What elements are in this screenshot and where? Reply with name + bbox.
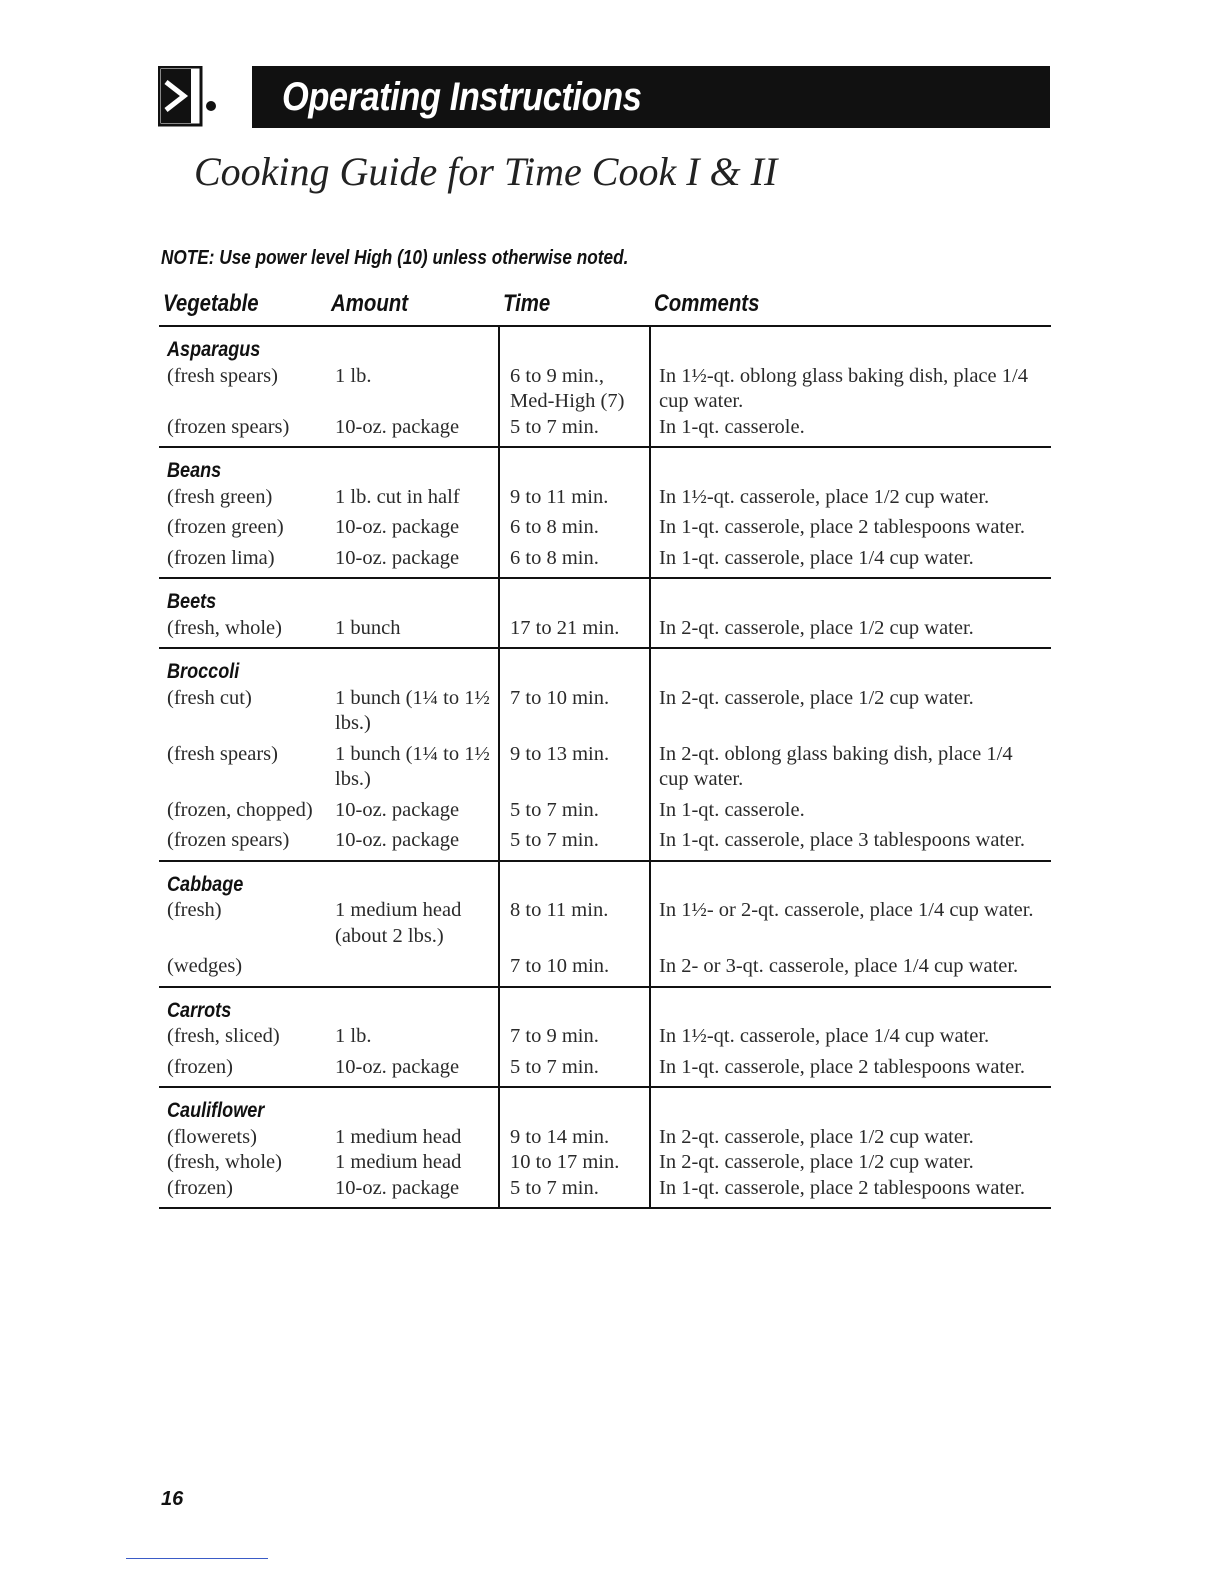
vegetable-group-name: Beets <box>167 590 217 613</box>
comments-cell: In 1-qt. casserole, place 1/4 cup water. <box>650 541 1051 579</box>
time-cell: 10 to 17 min. <box>499 1150 650 1176</box>
cooking-guide-table <box>159 282 1051 1209</box>
amount-cell: 10-oz. package <box>327 1176 499 1209</box>
vegetable-cell: (flowerets) <box>167 1125 257 1148</box>
vegetable-cell: (fresh, sliced) <box>167 1025 280 1047</box>
vegetable-group-name: Carrots <box>167 998 232 1022</box>
time-cell: 6 to 8 min. <box>499 541 650 579</box>
table-row <box>159 823 1051 861</box>
table-row <box>159 1150 1051 1176</box>
footer-divider <box>126 1558 268 1559</box>
time-cell: 5 to 7 min. <box>499 1050 650 1088</box>
amount-cell: 10-oz. package <box>327 823 499 861</box>
time-cell: 5 to 7 min. <box>499 1176 650 1209</box>
column-header-time: Time <box>499 282 650 326</box>
vegetable-group-name: Beans <box>167 459 222 482</box>
time-cell: 17 to 21 min. <box>499 616 650 649</box>
column-header-amount: Amount <box>327 282 499 326</box>
vegetable-cell: (fresh cut) <box>167 686 252 709</box>
comments-cell: In 2-qt. oblong glass baking dish, place 1/4 cup water. <box>650 737 1051 793</box>
vegetable-group-name: Cauliflower <box>167 1099 265 1122</box>
amount-cell: 1 lb. cut in half <box>335 485 460 508</box>
comments-cell: In 1-qt. casserole, place 2 tablespoons water. <box>650 1176 1051 1209</box>
vegetable-cell: (fresh, whole) <box>167 1151 282 1173</box>
amount-cell: 1 bunch (1¼ to 1½ lbs.) <box>335 742 490 790</box>
group-header-row <box>159 861 1051 899</box>
amount-cell: 10-oz. package <box>335 798 460 821</box>
time-cell: 5 to 7 min. <box>499 823 650 861</box>
table-row <box>159 1024 1051 1050</box>
amount-cell: 1 bunch <box>327 616 499 649</box>
table-row <box>159 364 1051 415</box>
time-cell: 7 to 10 min. <box>499 949 650 987</box>
time-cell: 6 to 8 min. <box>499 510 650 541</box>
table-row <box>159 1050 1051 1088</box>
comments-cell: In 1½-qt. oblong glass baking dish, place 1/4 cup water. <box>650 364 1051 415</box>
table-header-row <box>159 282 1051 326</box>
comments-cell: In 2-qt. casserole, place 1/2 cup water. <box>650 1125 1051 1151</box>
group-header-row <box>159 447 1051 485</box>
group-header-row <box>159 987 1051 1025</box>
amount-cell: 1 bunch (1¼ to 1½ lbs.) <box>335 686 490 734</box>
vegetable-cell: (frozen) <box>159 1176 327 1209</box>
time-cell: 5 to 7 min. <box>499 415 650 448</box>
time-cell: 8 to 11 min. <box>499 898 650 949</box>
time-cell: 9 to 14 min. <box>499 1125 650 1151</box>
table-row <box>159 1176 1051 1209</box>
group-header-row <box>159 1087 1051 1125</box>
comments-cell: In 1-qt. casserole, place 2 tablespoons water. <box>650 510 1051 541</box>
amount-cell: 1 medium head <box>335 1125 462 1148</box>
comments-cell: In 1½-qt. casserole, place 1/4 cup water. <box>650 1024 1051 1050</box>
comments-cell: In 1½-qt. casserole, place 1/2 cup water. <box>650 485 1051 511</box>
amount-cell <box>327 949 499 987</box>
comments-cell: In 1-qt. casserole, place 3 tablespoons water. <box>650 823 1051 861</box>
vegetable-group-name: Cabbage <box>167 872 244 896</box>
vegetable-cell: (wedges) <box>159 949 327 987</box>
table-row <box>159 737 1051 793</box>
vegetable-cell: (frozen) <box>159 1050 327 1088</box>
amount-cell: 1 lb. <box>335 364 372 387</box>
table-row <box>159 793 1051 824</box>
vegetable-cell: (fresh) <box>167 899 222 921</box>
vegetable-cell: (frozen spears) <box>159 415 327 448</box>
vegetable-cell: (frozen spears) <box>159 823 327 861</box>
time-cell: 7 to 10 min. <box>499 686 650 737</box>
time-cell: 6 to 9 min., Med-High (7) <box>499 364 650 415</box>
page-number: 16 <box>161 1488 184 1510</box>
table-row <box>159 415 1051 448</box>
power-level-note: NOTE: Use power level High (10) unless otherwise noted. <box>161 247 629 269</box>
table-row <box>159 686 1051 737</box>
amount-cell: 10-oz. package <box>335 516 460 538</box>
comments-cell: In 1-qt. casserole. <box>650 793 1051 824</box>
time-cell: 5 to 7 min. <box>499 793 650 824</box>
comments-cell: In 2-qt. casserole, place 1/2 cup water. <box>650 686 1051 737</box>
vegetable-cell: (fresh green) <box>167 485 273 508</box>
comments-cell: In 2-qt. casserole, place 1/2 cup water. <box>650 616 1051 649</box>
comments-cell: In 2- or 3-qt. casserole, place 1/4 cup water. <box>650 949 1051 987</box>
group-header-row <box>159 648 1051 686</box>
vegetable-cell: (frozen green) <box>167 516 284 538</box>
column-header-comments: Comments <box>650 282 1051 326</box>
table-row <box>159 510 1051 541</box>
time-cell: 9 to 11 min. <box>499 485 650 511</box>
amount-cell: 10-oz. package <box>327 415 499 448</box>
vegetable-group-name: Broccoli <box>167 660 240 683</box>
section-header-bar <box>252 66 1050 128</box>
comments-cell: In 1-qt. casserole. <box>650 415 1051 448</box>
amount-cell: 1 medium head <box>335 1151 462 1173</box>
amount-cell: 1 lb. <box>335 1025 372 1047</box>
table-row <box>159 898 1051 949</box>
vegetable-cell: (fresh spears) <box>167 364 278 387</box>
vegetable-cell: (fresh, whole) <box>159 616 327 649</box>
table-row <box>159 949 1051 987</box>
table-row <box>159 541 1051 579</box>
page-title: Cooking Guide for Time Cook I & II <box>194 149 778 194</box>
amount-cell: 1 medium head (about 2 lbs.) <box>335 899 462 947</box>
table-row <box>159 1125 1051 1151</box>
amount-cell: 10-oz. package <box>327 541 499 579</box>
group-header-row <box>159 326 1051 364</box>
microwave-door-icon <box>158 66 220 128</box>
group-header-row <box>159 578 1051 616</box>
amount-cell: 10-oz. package <box>327 1050 499 1088</box>
comments-cell: In 2-qt. casserole, place 1/2 cup water. <box>650 1150 1051 1176</box>
section-title: Operating Instructions <box>282 75 642 119</box>
vegetable-group-name: Asparagus <box>167 338 261 361</box>
comments-cell: In 1-qt. casserole, place 2 tablespoons water. <box>650 1050 1051 1088</box>
vegetable-cell: (fresh spears) <box>167 742 278 765</box>
vegetable-cell: (frozen, chopped) <box>167 798 313 821</box>
time-cell: 9 to 13 min. <box>499 737 650 793</box>
table-row <box>159 485 1051 511</box>
vegetable-cell: (frozen lima) <box>159 541 327 579</box>
time-cell: 7 to 9 min. <box>499 1024 650 1050</box>
column-header-vegetable: Vegetable <box>159 282 327 326</box>
table-row <box>159 616 1051 649</box>
comments-cell: In 1½- or 2-qt. casserole, place 1/4 cup water. <box>650 898 1051 949</box>
